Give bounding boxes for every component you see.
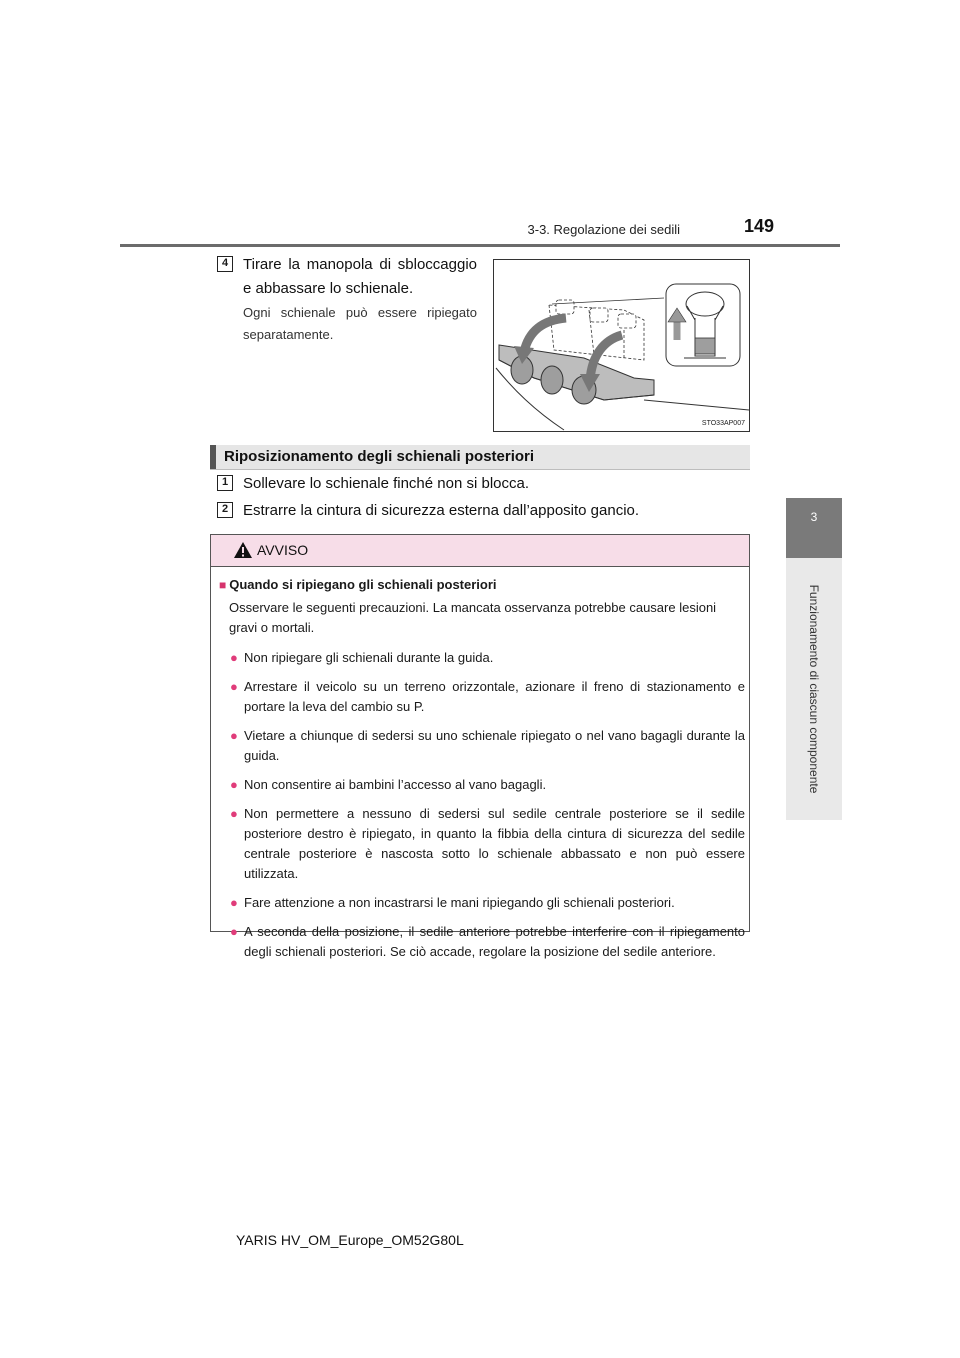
- step4-text-line2: e abbassare lo schienale.: [243, 280, 414, 297]
- warning-subtitle: ■ Quando si ripiegano gli schienali posteriori: [219, 577, 497, 592]
- seat-illustration-drawing: [494, 260, 749, 431]
- step-marker-1: 1: [217, 475, 233, 491]
- warning-intro: Osservare le seguenti precauzioni. La mancata osservanza potrebbe causare lesioni gravi o mortali.: [229, 600, 717, 635]
- document-id: YARIS HV_OM_Europe_OM52G80L: [236, 1232, 464, 1248]
- bullet-icon: ●: [230, 806, 238, 821]
- chapter-number: 3: [810, 510, 818, 524]
- list-item: ● Vietare a chiunque di sedersi su uno schienale ripiegato o nel vano bagagli durante la guida.: [230, 728, 745, 763]
- warning-title: AVVISO: [257, 542, 309, 558]
- list-item: ● Non ripiegare gli schienali durante la guida.: [219, 648, 745, 668]
- step4-text-line1: Tirare la manopola di sbloccaggio: [243, 256, 477, 273]
- bullet-icon: ●: [230, 924, 238, 939]
- bullet-icon: ●: [230, 777, 238, 792]
- square-bullet-icon: ■: [219, 578, 227, 592]
- seat-folding-illustration: [493, 259, 750, 432]
- warning-box: [210, 534, 750, 959]
- warning-list: [219, 648, 745, 962]
- step-marker-2: 2: [217, 502, 233, 518]
- warning-triangle-icon: [233, 541, 253, 559]
- header-rule: [120, 244, 840, 247]
- step4-note-line2: separatamente.: [243, 327, 334, 342]
- warning-header: [211, 535, 749, 567]
- section-heading-text: Riposizionamento degli schienali posteriori: [224, 448, 535, 465]
- step1-text: Sollevare lo schienale finché non si blocca.: [243, 475, 530, 492]
- list-item: ● Non permettere a nessuno di sedersi sul sedile centrale posteriore se il sedile posteriore destro è ripiegato, in quanto la fibbia della cintura di sicurezza del sedile centrale posteriore è nascosta sotto lo schienale abbassato e non può essere utilizzata.: [230, 806, 745, 881]
- bullet-icon: ●: [230, 728, 238, 743]
- step-marker-4: 4: [217, 256, 233, 272]
- chapter-tab: [786, 498, 842, 558]
- section-heading-bar: [210, 445, 216, 469]
- bullet-icon: ●: [230, 895, 238, 910]
- section-heading: [210, 445, 750, 470]
- step4-note-line1: Ogni schienale può essere ripiegato: [243, 305, 477, 320]
- list-item: ● Non consentire ai bambini l’accesso al vano bagagli.: [219, 775, 745, 795]
- list-item: ● Arrestare il veicolo su un terreno orizzontale, azionare il freno di stazionamento e portare la leva del cambio su P.: [230, 679, 745, 714]
- bullet-icon: ●: [230, 650, 238, 665]
- illustration-code: STO33AP007: [701, 420, 745, 427]
- bullet-icon: ●: [230, 679, 238, 694]
- step2-text: Estrarre la cintura di sicurezza esterna dall’apposito gancio.: [243, 502, 640, 519]
- warning-body: [219, 575, 745, 971]
- section-title: 3-3. Regolazione dei sedili: [527, 222, 680, 237]
- list-item: ● A seconda della posizione, il sedile anteriore potrebbe interferire con il ripiegamento degli schienali posteriori. Se ciò accade, regolare la posizione del sedile anteriore.: [230, 924, 745, 959]
- page-number: 149: [743, 216, 774, 236]
- list-item: ● Fare attenzione a non incastrarsi le mani ripiegando gli schienali posteriori.: [219, 893, 745, 913]
